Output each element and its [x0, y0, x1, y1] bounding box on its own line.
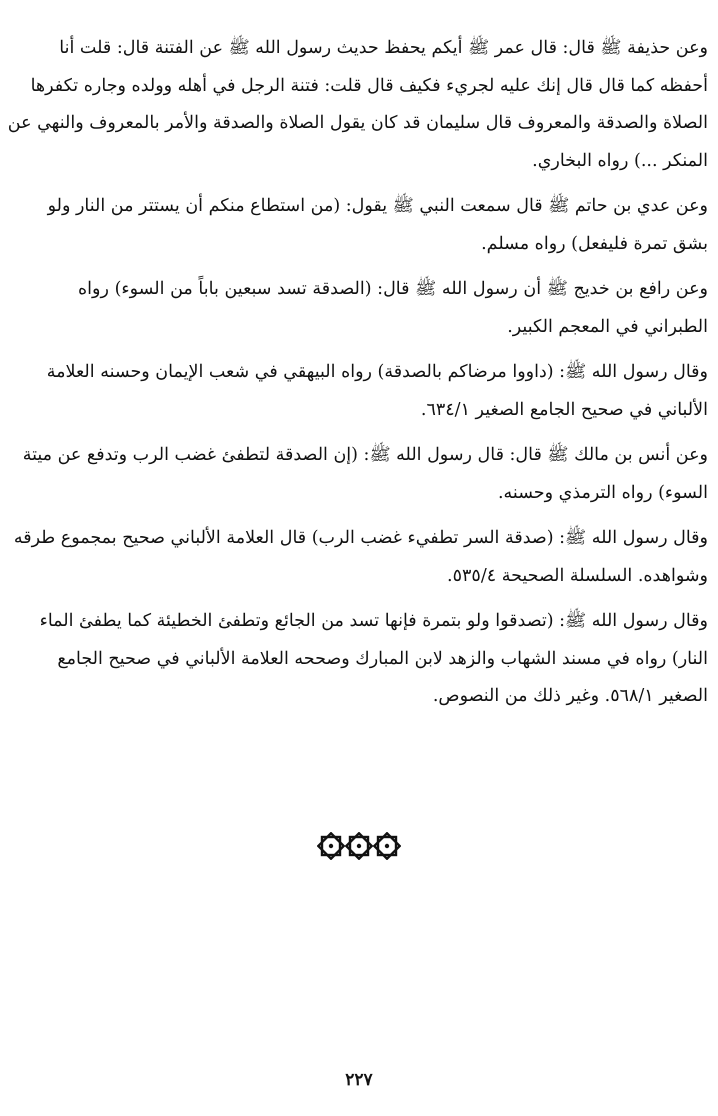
text-line: الصلاة والصدقة والمعروف قال سليمان قد كان يقول الصلاة والصدقة والأمر بالمعروف والنهي عن: [7, 113, 708, 133]
text-line: وعن أنس بن مالك ﷺ قال: قال رسول الله ﷺ: (إن الصدقة لتطفئ غضب الرب وتدفع عن ميتة: [22, 445, 708, 465]
paragraph-anas-hadith: [22, 437, 708, 512]
text-line: السوء) رواه الترمذي وحسنه.: [497, 482, 708, 503]
text-line: المنكر ...) رواه البخاري.: [532, 150, 708, 171]
page-number: ٢٢٧: [345, 1070, 373, 1090]
text-line: وشواهده. السلسلة الصحيحة ٥٣٥/٤.: [447, 565, 708, 586]
text-line: النار) رواه في مسند الشهاب والزهد لابن المبارك وصححه العلامة الألباني في صحيح الجامع: [57, 648, 708, 669]
text-line: وعن رافع بن خديج ﷺ أن رسول الله ﷺ قال: (الصدقة تسد سبعين باباً من السوء) رواه: [78, 279, 708, 299]
section-divider-ornament: [0, 832, 718, 860]
paragraph-rafi-hadith: [78, 271, 708, 346]
paragraph-secret-charity-hadith: [13, 520, 708, 595]
text-line: وقال رسول الله ﷺ: (صدقة السر تطفيء غضب الرب) قال العلامة الألباني صحيح بمجموع طرقه: [13, 528, 708, 548]
paragraph-adi-hadith: [47, 188, 708, 263]
body-text: [7, 30, 708, 724]
text-line: وقال رسول الله ﷺ: (داووا مرضاكم بالصدقة) رواه البيهقي في شعب الإيمان وحسنه العلامة: [46, 362, 708, 382]
text-line: الألباني في صحيح الجامع الصغير ٦٣٤/١.: [420, 399, 708, 420]
text-line: بشق تمرة فليفعل) رواه مسلم.: [481, 233, 708, 254]
text-line: وعن حذيفة ﷺ قال: قال عمر ﷺ أيكم يحفظ حديث رسول الله ﷺ عن الفتنة قال: قلت أنا: [59, 38, 708, 58]
octagram-ornament-icon: [317, 832, 401, 860]
text-line: الصغير ٥٦٨/١. وغير ذلك من النصوص.: [432, 686, 708, 706]
text-line: الطبراني في المعجم الكبير.: [507, 316, 708, 337]
paragraph-date-hadith: [39, 603, 708, 716]
paragraph-hudhayfah-hadith: [7, 30, 708, 180]
text-line: وقال رسول الله ﷺ: (تصدقوا ولو بتمرة فإنها تسد من الجائع وتطفئ الخطيئة كما يطفئ الماء: [39, 611, 708, 631]
text-line: وعن عدي بن حاتم ﷺ قال سمعت النبي ﷺ يقول: (من استطاع منكم أن يستتر من النار ولو: [47, 196, 708, 216]
text-line: أحفظه كما قال قال إنك عليه لجريء فكيف قال قلت: فتنة الرجل في أهله وولده وجاره تكفرها: [30, 75, 708, 96]
paragraph-bayhaqi-hadith: [46, 354, 708, 429]
